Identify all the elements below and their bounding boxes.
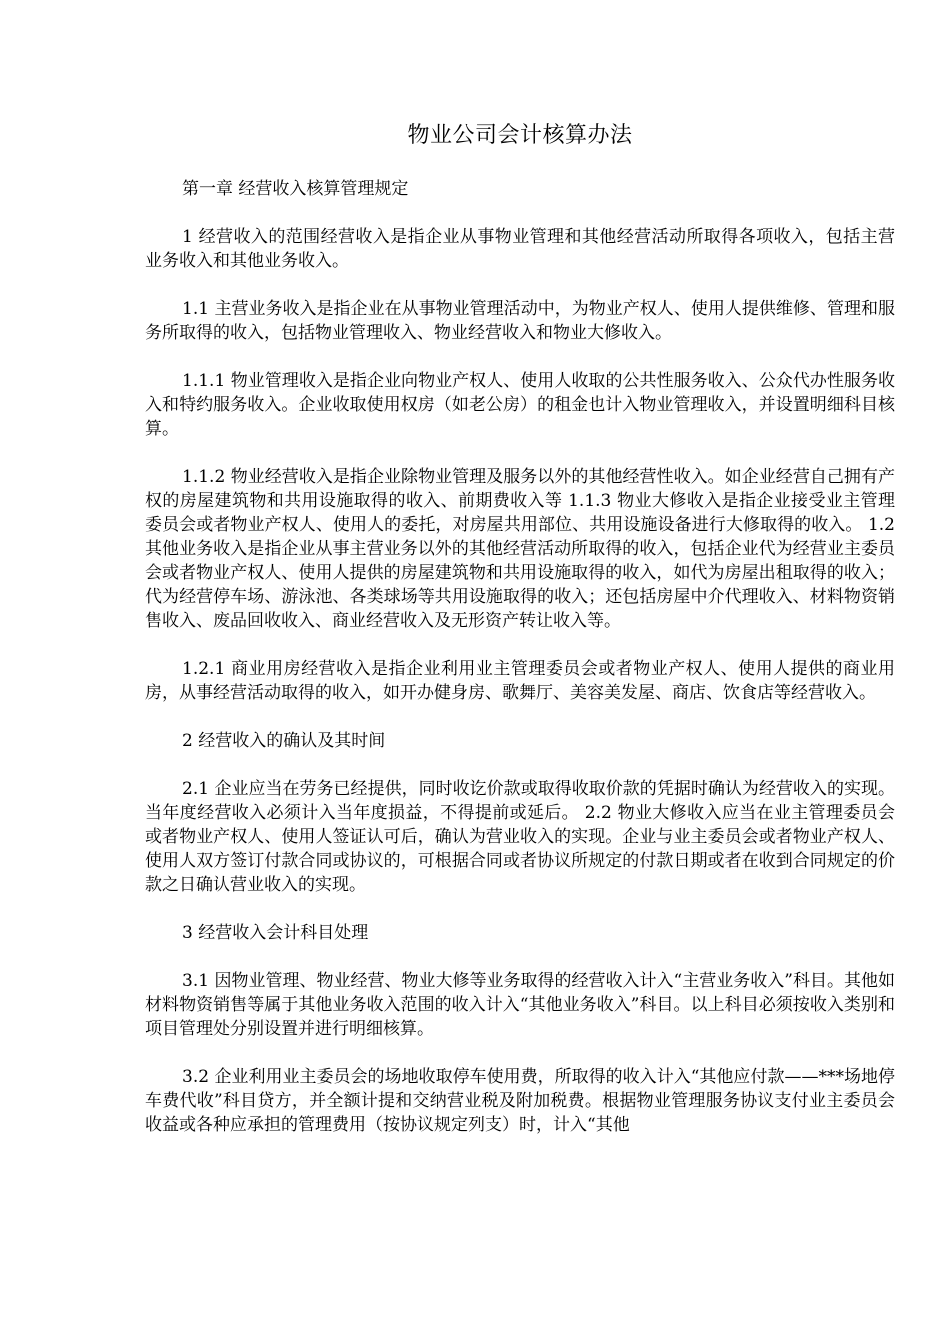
chapter-heading: 第一章 经营收入核算管理规定	[182, 179, 409, 199]
paragraph-1: 1 经营收入的范围经营收入是指企业从事物业管理和其他经营活动所取得各项收入，包括主营业务收入和其他业务收入。	[145, 227, 895, 271]
section-heading-2: 2 经营收入的确认及其时间	[182, 731, 386, 751]
paragraph-1-1: 1.1 主营业务收入是指企业在从事物业管理活动中，为物业产权人、使用人提供维修、管理和服务所取得的收入，包括物业管理收入、物业经营收入和物业大修收入。	[145, 299, 895, 343]
paragraph-1-1-1: 1.1.1 物业管理收入是指企业向物业产权人、使用人收取的公共性服务收入、公众代办性服务收入和特约服务收入。企业收取使用权房（如老公房）的租金也计入物业管理收入，并设置明细科目核算。	[145, 371, 895, 439]
document-page	[145, 118, 895, 1161]
paragraph-3-2: 3.2 企业利用业主委员会的场地收取停车使用费，所取得的收入计入“其他应付款——***场地停车费代收”科目贷方，并全额计提和交纳营业税及附加税费。根据物业管理服务协议支付业主委员会收益或各种应承担的管理费用（按协议规定列支）时，计入“其他	[145, 1067, 895, 1135]
section-heading-3: 3 经营收入会计科目处理	[182, 923, 369, 943]
paragraph-2-1: 2.1 企业应当在劳务已经提供，同时收讫价款或取得收取价款的凭据时确认为经营收入的实现。当年度经营收入必须计入当年度损益，不得提前或延后。 2.2 物业大修收入应当在业主管理委员会或者物业产权人、使用人签证认可后，确认为营业收入的实现。企业与业主委员会或者物业产权人、使用人双方签订付款合同或协议的，可根据合同或者协议所规定的付款日期或者在收到合同规定的价款之日确认营业收入的实现。	[145, 779, 895, 895]
paragraph-3-1: 3.1 因物业管理、物业经营、物业大修等业务取得的经营收入计入“主营业务收入”科目。其他如材料物资销售等属于其他业务收入范围的收入计入“其他业务收入”科目。以上科目必须按收入类别和项目管理处分别设置并进行明细核算。	[145, 971, 895, 1039]
document-title: 物业公司会计核算办法	[407, 123, 633, 148]
paragraph-1-1-2: 1.1.2 物业经营收入是指企业除物业管理及服务以外的其他经营性收入。如企业经营自己拥有产权的房屋建筑物和共用设施取得的收入、前期费收入等 1.1.3 物业大修收入是指企业接受业主管理委员会或者物业产权人、使用人的委托，对房屋共用部位、共用设施设备进行大修取得的收入。 1.2 其他业务收入是指企业从事主营业务以外的其他经营活动所取得的收入，包括企业代为经营业主委员会或者物业产权人、使用人提供的房屋建筑物和共用设施取得的收入，如代为房屋出租取得的收入；代为经营停车场、游泳池、各类球场等共用设施取得的收入；还包括房屋中介代理收入、材料物资销售收入、废品回收收入、商业经营收入及无形资产转让收入等。	[145, 467, 895, 631]
paragraph-1-2-1: 1.2.1 商业用房经营收入是指企业利用业主管理委员会或者物业产权人、使用人提供的商业用房，从事经营活动取得的收入，如开办健身房、歌舞厅、美容美发屋、商店、饮食店等经营收入。	[145, 659, 895, 703]
